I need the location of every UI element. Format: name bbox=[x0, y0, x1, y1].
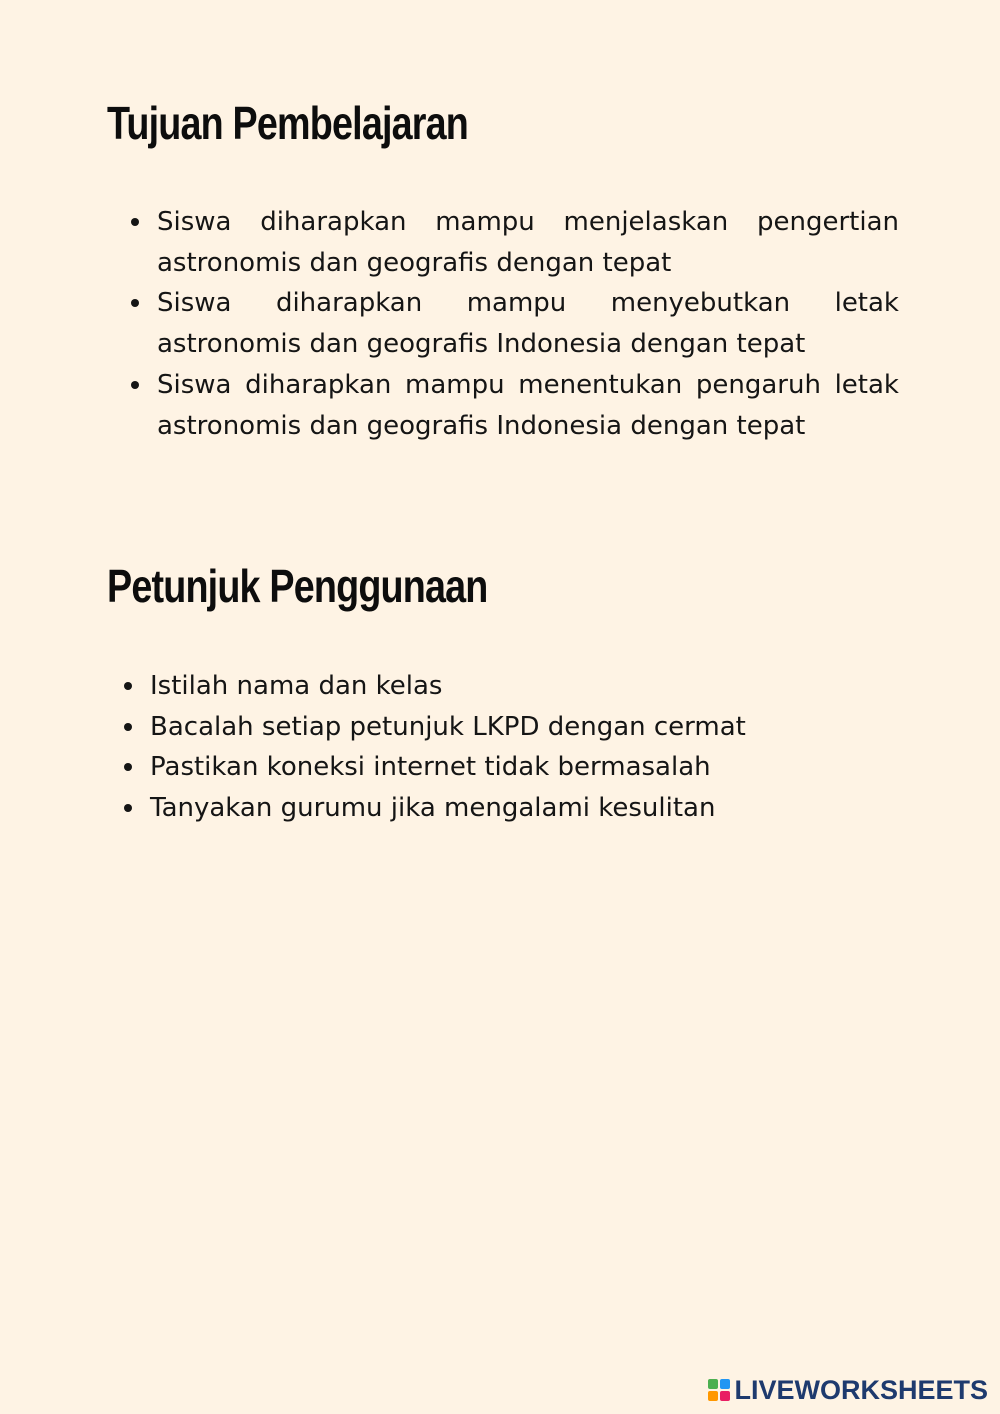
tujuan-list bbox=[157, 202, 899, 446]
list-item-text: Siswa diharapkan mampu menentukan pengaruh letak astronomis dan geografis Indonesia dengan tepat bbox=[157, 369, 899, 441]
bullet-icon bbox=[124, 763, 132, 771]
list-item-text: Pastikan koneksi internet tidak bermasalah bbox=[150, 752, 711, 783]
list-item bbox=[150, 707, 910, 748]
list-item bbox=[157, 202, 899, 283]
logo-square bbox=[708, 1379, 718, 1389]
logo-square bbox=[708, 1391, 718, 1401]
bullet-icon bbox=[131, 381, 139, 389]
list-item-text: Bacalah setiap petunjuk LKPD dengan cermat bbox=[150, 711, 746, 742]
section-title-petunjuk: Petunjuk Penggunaan bbox=[107, 560, 488, 612]
list-item bbox=[157, 283, 899, 364]
logo-square bbox=[720, 1391, 730, 1401]
list-item bbox=[157, 365, 899, 446]
list-item-text: Tanyakan gurumu jika mengalami kesulitan bbox=[150, 793, 716, 824]
bullet-icon bbox=[131, 299, 139, 307]
list-item-text: Istilah nama dan kelas bbox=[150, 671, 443, 701]
bullet-icon bbox=[124, 804, 132, 812]
list-item bbox=[150, 788, 910, 829]
liveworksheets-logo-text: LIVEWORKSHEETS bbox=[734, 1374, 988, 1405]
petunjuk-list bbox=[150, 666, 910, 829]
logo-square bbox=[720, 1379, 730, 1389]
list-item-text: Siswa diharapkan mampu menyebutkan letak astronomis dan geografis Indonesia dengan tepat bbox=[157, 288, 899, 360]
list-item-text: Siswa diharapkan mampu menjelaskan pengertian astronomis dan geografis dengan tepat bbox=[157, 207, 899, 278]
section-title-tujuan: Tujuan Pembelajaran bbox=[107, 97, 469, 149]
list-item bbox=[150, 666, 910, 707]
bullet-icon bbox=[131, 218, 139, 226]
bullet-icon bbox=[124, 723, 132, 731]
bullet-icon bbox=[124, 682, 132, 690]
liveworksheets-logo[interactable] bbox=[708, 1373, 988, 1407]
list-item bbox=[150, 747, 910, 788]
liveworksheets-logo-icon bbox=[708, 1379, 730, 1401]
